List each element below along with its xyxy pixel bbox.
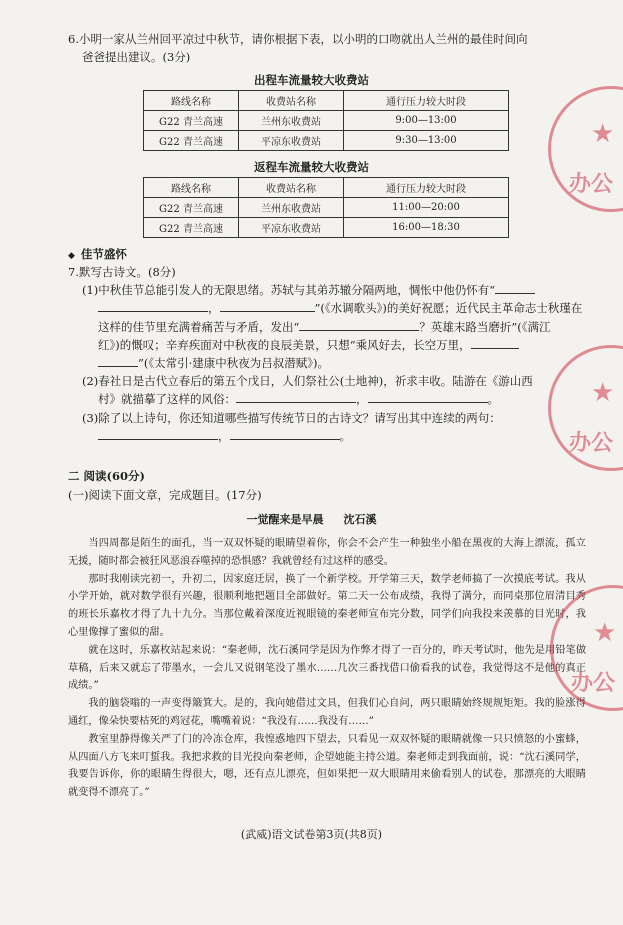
page-footer: (武威)语文试卷第3页(共8页) — [240, 828, 383, 841]
table-row — [144, 218, 509, 238]
answer-blank[interactable] — [495, 281, 535, 294]
answer-blank[interactable] — [230, 427, 340, 440]
table-cell: 9:30—13:00 — [344, 131, 509, 151]
question-7: 7.默写古诗文。(8分) (1)中秋佳节总能引发人的无限思绪。苏轼与其弟苏辙分隔两地，惆怅中他仍怀有“ ， ”(《水调歌头》)的美好祝愿；近代民主革命志士秋瑾在 这样的佳节里充满着痛苦与矛盾，发出“ ？英雄末路当磨折”(《满江 红》)的慨叹；辛弃疾面对中秋夜的良辰美景，只想“乘风好去，长空万里， ”(《太常引·建康中秋夜为吕叔潜赋》)。 (2)春社日是古代立春后的第五个戊日，人们祭社公(土地神)，祈求丰收。陆游在《游山西 村》就描摹了这样的风俗： ， 。 (3)除了以上诗句，你还知道哪些描写传统节日的古诗文？请写出其中连续的两句： ， 。 — [68, 263, 588, 445]
table-cell: G22 青兰高速 — [144, 131, 239, 151]
answer-blank[interactable] — [236, 390, 356, 403]
table-cell: 平凉东收费站 — [239, 218, 344, 238]
stamp-text: 办公 — [571, 671, 616, 696]
stamp-text: 办公 — [569, 172, 614, 197]
header-cell: 路线名称 — [144, 178, 239, 198]
table-header-row — [144, 178, 509, 198]
answer-blank[interactable] — [368, 390, 488, 403]
section-heading-text: 佳节盛怀 — [80, 247, 127, 261]
table-row — [144, 111, 509, 131]
header-cell: 通行压力较大时段 — [344, 91, 509, 111]
official-stamp — [548, 86, 623, 212]
question-7-title: 7.默写古诗文。(8分) — [68, 265, 176, 279]
essay-paragraph: 就在这时，乐嘉枚站起来说：“秦老师，沈石溪同学是因为作弊才得了一百分的，昨天考试时，他先是用铅笔做草稿，后来又就忘了带墨水，一会儿又说钢笔没了墨水……几次三番找借口偷看我的试卷，我觉得这不是他的真正成绩。” — [68, 644, 586, 692]
outbound-table-title: 出程车流量较大收费站 — [254, 73, 369, 87]
table-cell: G22 青兰高速 — [144, 111, 239, 131]
table-cell: 兰州东收费站 — [239, 198, 344, 218]
question-6 — [68, 30, 588, 66]
outbound-traffic-table — [143, 90, 509, 151]
stamp-text: 办公 — [569, 431, 614, 456]
header-cell: 收费站名称 — [239, 178, 344, 198]
essay-paragraph: 教室里静得像关严了门的冷冻仓库，我惶惑地四下望去，只看见一双双怀疑的眼睛就像一只只愤怒的小蜜蜂，从四面八方飞来叮蜇我。我把求救的目光投向秦老师，企望她能主持公道。秦老师走到我面前，说：“沈石溪同学，我要告诉你，你的眼睛生得很大，嗯，还有点儿漂亮，但如果把一双大眼睛用来偷看别人的试卷，那漂亮的大眼睛就变得不漂亮了。” — [68, 733, 586, 799]
essay-paragraph: 我的脑袋嗡的一声变得簸箕大。是的，我向她借过文具，但我们心自问，两只眼睛始终规规矩矩。我的脸涨得通红，像朵快要枯死的鸡冠花，嘴嘴着说：“我没有……我没有……” — [68, 698, 586, 727]
table-row — [144, 131, 509, 151]
table-cell: 11:00—20:00 — [344, 198, 509, 218]
header-cell: 路线名称 — [144, 91, 239, 111]
part-2-heading: 二 阅读(60分) — [68, 469, 145, 483]
diamond-icon: ◆ — [68, 251, 75, 261]
table-row — [144, 198, 509, 218]
essay-paragraph: 当四周都是陌生的面孔，当一双双怀疑的眼睛望着你，你会不会产生一种独坐小船在黑夜的大海上漂流，孤立无援，随时都会被狂风恶浪吞噬掉的恐惧感？我就曾经有过这样的感受。 — [68, 538, 586, 567]
answer-blank[interactable] — [299, 318, 419, 331]
return-traffic-table — [143, 177, 509, 238]
answer-blank[interactable] — [98, 427, 218, 440]
question-6-line1: 6.小明一家从兰州回平凉过中秋节，请你根据下表，以小明的口吻就出人兰州的最佳时间向 — [68, 32, 528, 46]
reading-question: (一)阅读下面文章，完成题目。(17分) — [68, 488, 262, 502]
return-table-title: 返程车流量较大收费站 — [254, 160, 369, 174]
answer-blank[interactable] — [220, 299, 315, 312]
star-icon: ★ — [591, 119, 615, 149]
section-heading — [68, 246, 127, 262]
table-cell: G22 青兰高速 — [144, 218, 239, 238]
table-cell: 兰州东收费站 — [239, 111, 344, 131]
header-cell: 收费站名称 — [239, 91, 344, 111]
question-7-part1: (1)中秋佳节总能引发人的无限思绪。苏轼与其弟苏辙分隔两地，惆怅中他仍怀有“ — [68, 281, 588, 299]
table-cell: G22 青兰高速 — [144, 198, 239, 218]
essay-title — [0, 511, 623, 527]
essay-author: 沈石溪 — [343, 513, 377, 526]
essay-paragraph: 那时我刚读完初一，升初二，因家庭迁居，换了一个新学校。开学第三天，数学老师搞了一次摸底考试。我从小学开始，就对数学很有兴趣，很顺利地把题目全部做好。第二天一公布成绩，我得了满分，而同桌那位眉清目秀的班长乐嘉枚才得了九十九分。当那位戴着深度近视眼镜的秦老师宣布完分数，同学们向我投来羡慕的目光时，我心里像撑了蜜似的甜。 — [68, 573, 586, 638]
answer-blank[interactable] — [98, 354, 138, 367]
question-6-line2: 爸爸提出建议。(3分) — [82, 50, 191, 64]
question-7-part2: (2)春社日是古代立春后的第五个戊日，人们祭社公(土地神)，祈求丰收。陆游在《游山西 — [82, 374, 533, 389]
table-cell: 16:00—18:30 — [344, 218, 509, 238]
table-cell: 9:00—13:00 — [344, 111, 509, 131]
table-cell: 平凉东收费站 — [239, 131, 344, 151]
answer-blank[interactable] — [98, 299, 208, 312]
star-icon: ★ — [591, 378, 615, 408]
header-cell: 通行压力较大时段 — [344, 178, 509, 198]
answer-blank[interactable] — [471, 336, 519, 349]
star-icon: ★ — [593, 618, 617, 648]
essay-title-text: 一觉醒来是早晨 — [246, 513, 324, 526]
table-header-row — [144, 91, 509, 111]
essay-body — [68, 535, 586, 802]
question-7-part3: (3)除了以上诗句，你还知道哪些描写传统节日的古诗文？请写出其中连续的两句： — [82, 410, 501, 425]
